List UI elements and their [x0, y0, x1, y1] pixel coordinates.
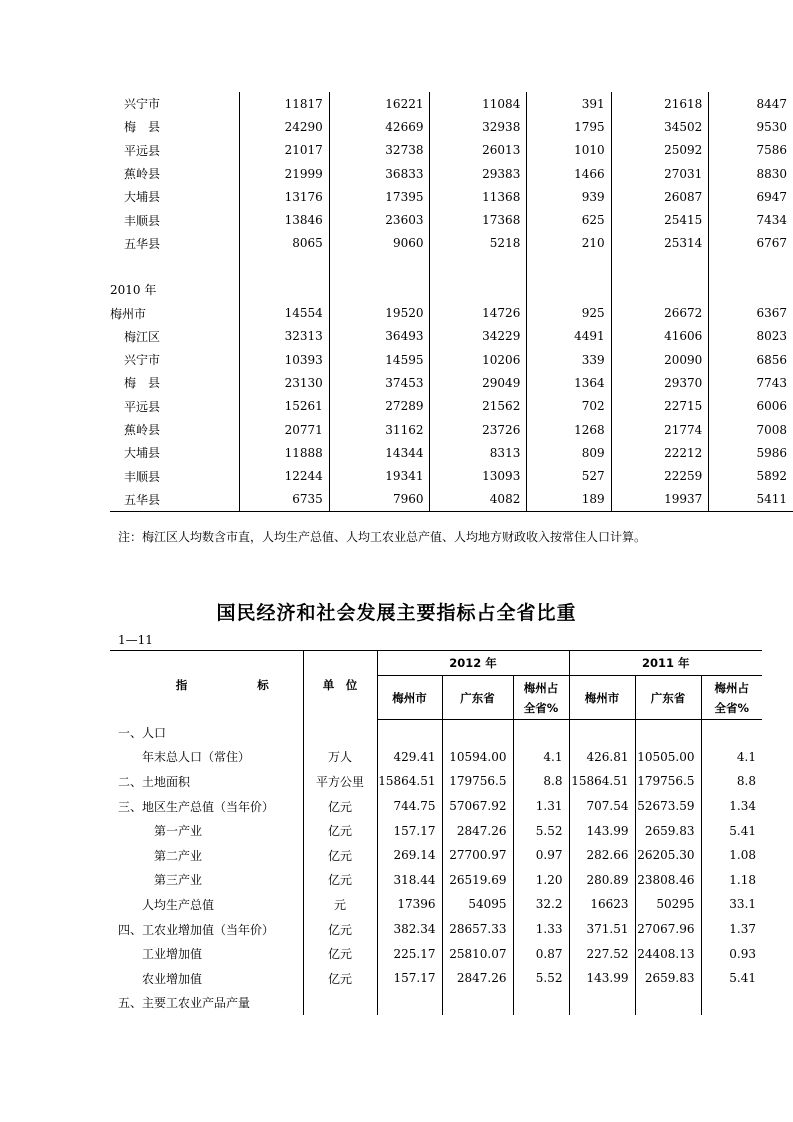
table-row — [110, 941, 762, 966]
table-row — [110, 769, 762, 794]
table-row — [110, 208, 793, 231]
col-share-header: 梅州占 全省% — [701, 676, 762, 720]
col-city-header: 梅州市 — [377, 676, 442, 720]
table-row — [110, 185, 793, 208]
cell-value: 2659.83 — [635, 966, 701, 991]
cell-value: 13093 — [430, 464, 527, 487]
cell-value: 189 — [527, 488, 611, 512]
indicator-label: 工业增加值 — [142, 947, 203, 962]
year-label: 2010 年 — [110, 278, 239, 301]
indicator-label: 第三产业 — [154, 873, 203, 888]
cell-value: 15261 — [239, 395, 329, 418]
table-row — [110, 371, 793, 394]
indicator-label: 一、人口 — [118, 725, 167, 740]
unit-cell: 亿元 — [303, 917, 377, 942]
cell-value: 42669 — [329, 115, 430, 138]
row-label: 梅 县 — [110, 371, 239, 394]
cell-value — [569, 991, 635, 1016]
unit-cell: 元 — [303, 892, 377, 917]
table-row — [110, 745, 762, 770]
cell-value: 7586 — [756, 143, 787, 158]
cell-value: 28657.33 — [442, 917, 513, 942]
row-label: 蕉岭县 — [110, 418, 239, 441]
col-share-header: 梅州占 全省% — [513, 676, 569, 720]
cell-value: 27289 — [329, 395, 430, 418]
row-label: 大埔县 — [110, 441, 239, 464]
cell-value: 925 — [527, 301, 611, 324]
cell-value: 8.8 — [701, 769, 762, 794]
cell-value: 14595 — [329, 348, 430, 371]
cell-value: 41606 — [611, 325, 709, 348]
indicator-label: 农业增加值 — [142, 971, 203, 986]
unit-header: 单 位 — [303, 651, 377, 720]
cell-value: 7008 — [756, 422, 787, 437]
cell-value: 19937 — [611, 488, 709, 512]
table-row — [110, 162, 793, 185]
cell-value: 4082 — [430, 488, 527, 512]
cell-value: 17395 — [329, 185, 430, 208]
cell-value: 227.52 — [569, 941, 635, 966]
row-label: 兴宁市 — [110, 92, 239, 115]
cell-value: 12244 — [239, 464, 329, 487]
cell-value: 2847.26 — [442, 818, 513, 843]
cell-value: 11368 — [430, 185, 527, 208]
cell-value: 210 — [527, 232, 611, 255]
cell-value: 9530 — [756, 119, 787, 134]
cell-value: 9060 — [329, 232, 430, 255]
cell-value: 157.17 — [377, 966, 442, 991]
unit-cell — [303, 991, 377, 1016]
county-per-capita-table — [110, 92, 793, 512]
cell-value: 23808.46 — [635, 868, 701, 893]
cell-value: 36833 — [329, 162, 430, 185]
cell-value: 143.99 — [569, 818, 635, 843]
table-title: 国民经济和社会发展主要指标占全省比重 — [216, 602, 577, 624]
cell-value — [377, 720, 442, 745]
table-row — [110, 843, 762, 868]
table-row — [110, 348, 793, 371]
cell-value: 1.08 — [701, 843, 762, 868]
cell-value — [442, 991, 513, 1016]
cell-value: 29383 — [430, 162, 527, 185]
cell-value: 27031 — [611, 162, 709, 185]
cell-value: 707.54 — [569, 794, 635, 819]
cell-value: 809 — [527, 441, 611, 464]
cell-value: 1010 — [527, 139, 611, 162]
cell-value: 6735 — [239, 488, 329, 512]
cell-value: 15864.51 — [377, 769, 442, 794]
cell-value: 10206 — [430, 348, 527, 371]
indicator-label: 五、主要工农业产品产量 — [118, 996, 251, 1011]
table-row — [110, 892, 762, 917]
cell-value: 31162 — [329, 418, 430, 441]
cell-value: 5218 — [430, 232, 527, 255]
cell-value: 17396 — [377, 892, 442, 917]
cell-value: 32313 — [239, 325, 329, 348]
cell-value: 10505.00 — [635, 745, 701, 770]
cell-value: 22259 — [611, 464, 709, 487]
cell-value: 625 — [527, 208, 611, 231]
cell-value: 25810.07 — [442, 941, 513, 966]
cell-value: 21017 — [239, 139, 329, 162]
cell-value: 16221 — [329, 92, 430, 115]
cell-value: 744.75 — [377, 794, 442, 819]
unit-cell: 亿元 — [303, 843, 377, 868]
cell-value: 1.18 — [701, 868, 762, 893]
cell-value: 6947 — [756, 189, 787, 204]
cell-value: 8023 — [756, 329, 787, 344]
cell-value: 24290 — [239, 115, 329, 138]
cell-value: 26087 — [611, 185, 709, 208]
cell-value: 5411 — [709, 488, 793, 512]
cell-value: 429.41 — [377, 745, 442, 770]
cell-value: 391 — [527, 92, 611, 115]
cell-value: 318.44 — [377, 868, 442, 893]
spacer-row — [110, 255, 793, 278]
cell-value: 382.34 — [377, 917, 442, 942]
cell-value: 6767 — [756, 236, 787, 251]
cell-value: 8313 — [430, 441, 527, 464]
cell-value: 32938 — [430, 115, 527, 138]
cell-value: 26519.69 — [442, 868, 513, 893]
unit-cell: 亿元 — [303, 966, 377, 991]
cell-value: 7743 — [756, 375, 787, 390]
cell-value: 8447 — [756, 96, 787, 111]
cell-value: 33.1 — [701, 892, 762, 917]
cell-value: 1.37 — [701, 917, 762, 942]
cell-value: 1795 — [527, 115, 611, 138]
unit-cell: 平方公里 — [303, 769, 377, 794]
cell-value: 34229 — [430, 325, 527, 348]
cell-value: 2847.26 — [442, 966, 513, 991]
row-label: 梅 县 — [110, 115, 239, 138]
indicator-label: 人均生产总值 — [142, 897, 215, 912]
cell-value: 19520 — [329, 301, 430, 324]
cell-value: 10393 — [239, 348, 329, 371]
cell-value: 32738 — [329, 139, 430, 162]
cell-value: 1364 — [527, 371, 611, 394]
row-label: 丰顺县 — [110, 464, 239, 487]
cell-value: 37453 — [329, 371, 430, 394]
indicator-label: 年末总人口（常住） — [142, 750, 251, 765]
row-label: 蕉岭县 — [110, 162, 239, 185]
cell-value: 13176 — [239, 185, 329, 208]
table-row — [110, 139, 793, 162]
cell-value: 4491 — [527, 325, 611, 348]
cell-value: 27700.97 — [442, 843, 513, 868]
table-note: 注：梅江区人均数含市直，人均生产总值、人均工农业总产值、人均地方财政收入按常住人口计算。 — [118, 530, 647, 544]
cell-value: 7960 — [329, 488, 430, 512]
table-code: 1—11 — [118, 633, 153, 647]
cell-value: 11888 — [239, 441, 329, 464]
cell-value: 4.1 — [513, 745, 569, 770]
cell-value: 52673.59 — [635, 794, 701, 819]
cell-value: 1268 — [527, 418, 611, 441]
cell-value: 1.34 — [701, 794, 762, 819]
cell-value — [701, 720, 762, 745]
indicator-label: 第二产业 — [154, 848, 203, 863]
cell-value: 6367 — [756, 306, 787, 321]
cell-value: 54095 — [442, 892, 513, 917]
table-row — [110, 441, 793, 464]
indicator-label: 第一产业 — [154, 824, 203, 839]
table-row — [110, 966, 762, 991]
cell-value — [701, 991, 762, 1016]
unit-cell: 亿元 — [303, 941, 377, 966]
cell-value: 11817 — [239, 92, 329, 115]
table-row — [110, 92, 793, 115]
cell-value: 17368 — [430, 208, 527, 231]
cell-value: 21774 — [611, 418, 709, 441]
cell-value: 14344 — [329, 441, 430, 464]
table-row — [110, 818, 762, 843]
cell-value: 179756.5 — [442, 769, 513, 794]
cell-value: 8830 — [756, 166, 787, 181]
cell-value: 23603 — [329, 208, 430, 231]
cell-value: 6006 — [756, 399, 787, 414]
cell-value: 1.20 — [513, 868, 569, 893]
cell-value: 36493 — [329, 325, 430, 348]
row-label: 梅江区 — [110, 325, 239, 348]
cell-value: 29370 — [611, 371, 709, 394]
cell-value: 14554 — [239, 301, 329, 324]
unit-cell: 亿元 — [303, 794, 377, 819]
cell-value: 939 — [527, 185, 611, 208]
table-row — [110, 464, 793, 487]
unit-cell: 亿元 — [303, 868, 377, 893]
cell-value: 0.93 — [701, 941, 762, 966]
year-2011-header: 2011 年 — [569, 651, 762, 676]
cell-value: 21618 — [611, 92, 709, 115]
unit-cell — [303, 720, 377, 745]
col-province-header: 广东省 — [442, 676, 513, 720]
cell-value: 2659.83 — [635, 818, 701, 843]
cell-value — [513, 991, 569, 1016]
cell-value: 157.17 — [377, 818, 442, 843]
cell-value: 5892 — [756, 469, 787, 484]
cell-value: 5.52 — [513, 818, 569, 843]
cell-value: 426.81 — [569, 745, 635, 770]
table-row — [110, 868, 762, 893]
col-city-header: 梅州市 — [569, 676, 635, 720]
cell-value — [442, 720, 513, 745]
cell-value: 7434 — [756, 213, 787, 228]
cell-value: 16623 — [569, 892, 635, 917]
cell-value: 21999 — [239, 162, 329, 185]
cell-value: 527 — [527, 464, 611, 487]
cell-value: 27067.96 — [635, 917, 701, 942]
cell-value: 14726 — [430, 301, 527, 324]
cell-value: 26672 — [611, 301, 709, 324]
cell-value: 225.17 — [377, 941, 442, 966]
cell-value: 10594.00 — [442, 745, 513, 770]
cell-value: 5.52 — [513, 966, 569, 991]
cell-value: 29049 — [430, 371, 527, 394]
cell-value: 19341 — [329, 464, 430, 487]
table-row — [110, 301, 793, 324]
cell-value: 20090 — [611, 348, 709, 371]
table-row — [110, 418, 793, 441]
cell-value: 280.89 — [569, 868, 635, 893]
cell-value: 50295 — [635, 892, 701, 917]
table-row — [110, 488, 793, 512]
cell-value: 702 — [527, 395, 611, 418]
cell-value: 25092 — [611, 139, 709, 162]
table-row — [110, 395, 793, 418]
cell-value: 20771 — [239, 418, 329, 441]
table-row — [110, 325, 793, 348]
unit-cell: 万人 — [303, 745, 377, 770]
cell-value: 4.1 — [701, 745, 762, 770]
cell-value: 143.99 — [569, 966, 635, 991]
cell-value: 179756.5 — [635, 769, 701, 794]
cell-value: 5.41 — [701, 966, 762, 991]
cell-value — [377, 991, 442, 1016]
cell-value: 282.66 — [569, 843, 635, 868]
cell-value: 8065 — [239, 232, 329, 255]
cell-value: 15864.51 — [569, 769, 635, 794]
cell-value: 22715 — [611, 395, 709, 418]
cell-value: 24408.13 — [635, 941, 701, 966]
cell-value: 339 — [527, 348, 611, 371]
cell-value: 269.14 — [377, 843, 442, 868]
cell-value: 0.97 — [513, 843, 569, 868]
cell-value: 371.51 — [569, 917, 635, 942]
table-row — [110, 794, 762, 819]
year-2012-header: 2012 年 — [377, 651, 569, 676]
cell-value: 25314 — [611, 232, 709, 255]
cell-value: 5986 — [756, 445, 787, 460]
cell-value — [513, 720, 569, 745]
row-label: 五华县 — [110, 232, 239, 255]
row-label: 五华县 — [110, 488, 239, 512]
cell-value: 21562 — [430, 395, 527, 418]
col-province-header: 广东省 — [635, 676, 701, 720]
cell-value: 0.87 — [513, 941, 569, 966]
indicator-label: 四、工农业增加值（当年价） — [118, 922, 275, 937]
cell-value: 22212 — [611, 441, 709, 464]
cell-value: 34502 — [611, 115, 709, 138]
cell-value: 57067.92 — [442, 794, 513, 819]
table-row — [110, 917, 762, 942]
cell-value: 6856 — [756, 352, 787, 367]
row-label: 兴宁市 — [110, 348, 239, 371]
row-label: 丰顺县 — [110, 208, 239, 231]
row-label: 梅州市 — [110, 301, 239, 324]
cell-value: 13846 — [239, 208, 329, 231]
cell-value: 8.8 — [513, 769, 569, 794]
cell-value: 26013 — [430, 139, 527, 162]
row-label: 平远县 — [110, 395, 239, 418]
cell-value: 1466 — [527, 162, 611, 185]
cell-value: 11084 — [430, 92, 527, 115]
indicator-label: 三、地区生产总值（当年价） — [118, 799, 275, 814]
cell-value: 23130 — [239, 371, 329, 394]
year-row — [110, 278, 793, 301]
cell-value: 1.33 — [513, 917, 569, 942]
table-row — [110, 115, 793, 138]
cell-value: 26205.30 — [635, 843, 701, 868]
row-label: 平远县 — [110, 139, 239, 162]
cell-value — [635, 720, 701, 745]
cell-value: 23726 — [430, 418, 527, 441]
cell-value: 5.41 — [701, 818, 762, 843]
table-row — [110, 991, 762, 1016]
table-row — [110, 720, 762, 745]
cell-value: 32.2 — [513, 892, 569, 917]
cell-value — [569, 720, 635, 745]
province-share-table — [110, 650, 762, 1015]
indicator-label: 二、土地面积 — [118, 774, 191, 789]
unit-cell: 亿元 — [303, 818, 377, 843]
row-label: 大埔县 — [110, 185, 239, 208]
indicator-header: 指 标 — [175, 678, 269, 693]
cell-value: 25415 — [611, 208, 709, 231]
table-row — [110, 232, 793, 255]
cell-value: 1.31 — [513, 794, 569, 819]
cell-value — [635, 991, 701, 1016]
